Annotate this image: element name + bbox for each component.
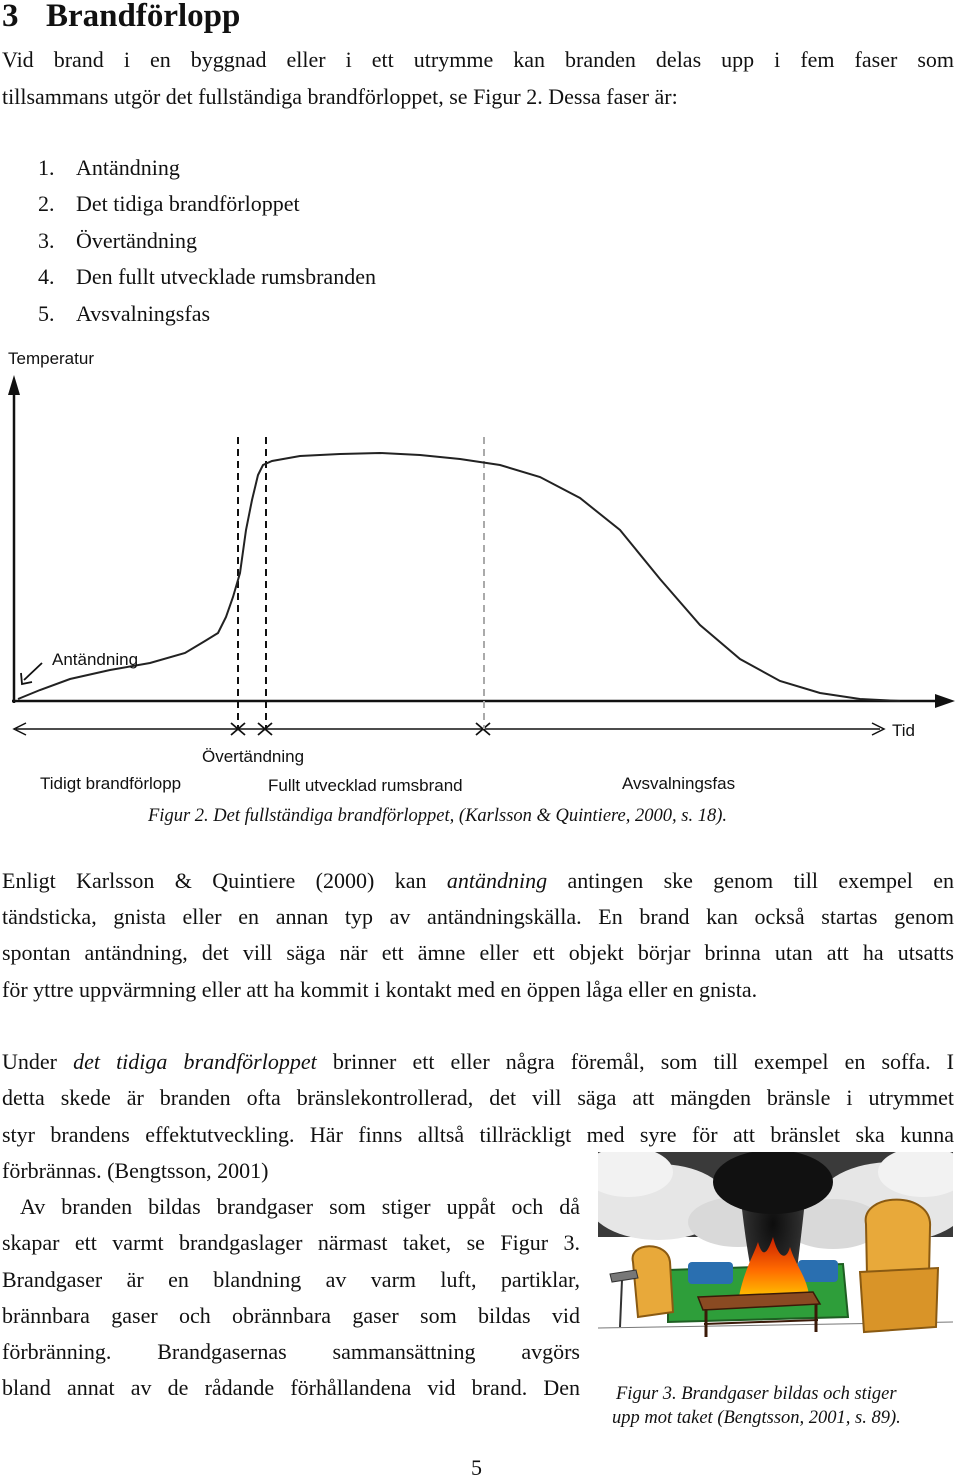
left-armchair [633, 1246, 673, 1317]
para3-line-3: Brandgaser är en blandning av varm luft, partiklar, [2, 1267, 580, 1292]
figure-2-caption: Figur 2. Det fullständiga brandförloppet, (Karlsson & Quintiere, 2000, s. 18). [148, 806, 727, 826]
para1-line-3: spontan antändning, det vill säga när ett ämne eller ett objekt börjar brinna utan att ha utsatts [2, 940, 954, 965]
temperature-curve [18, 453, 900, 701]
ignition-label: Antändning [52, 650, 139, 669]
para1-line-1: Enligt Karlsson & Quintiere (2000) kan antändning antingen ske genom till exempel en [2, 868, 954, 893]
para2-line-4: förbrännas. (Bengtsson, 2001) [2, 1158, 269, 1183]
para3-line-5: förbränning. Brandgasernas sammansättning avgörs [2, 1339, 580, 1364]
figure-3-caption-line-1: Figur 3. Brandgaser bildas och stiger [616, 1384, 897, 1404]
para2-line-3: styr brandens effektutveckling. Här finns alltså tillräckligt med syre för att bränslet ska kunna [2, 1122, 954, 1147]
list-item: 1. Antändning [38, 155, 180, 180]
section-heading [2, 0, 240, 38]
cooling-phase-label: Avsvalningsfas [622, 774, 736, 793]
fire-curve-figure [0, 335, 960, 800]
intro-line-2: tillsammans utgör det fullständiga brandförloppet, se Figur 2. Dessa faser är: [2, 84, 678, 109]
para2-line-2: detta skede är branden ofta bränslekontrollerad, det vill säga att mängden bränsle i utrymmet [2, 1085, 954, 1110]
room-fire-illustration [598, 1152, 953, 1380]
flashover-label: Övertändning [202, 747, 305, 766]
list-item: 3. Övertändning [38, 227, 197, 253]
ignition-pointer [24, 663, 42, 680]
y-axis-arrow [8, 375, 20, 395]
para3-line-2: skapar ett varmt brandgaslager närmast taket, se Figur 3. [2, 1230, 580, 1255]
early-phase-label: Tidigt brandförlopp [40, 774, 182, 793]
para1-line-2: tändsticka, gnista eller en annan typ av antändningskälla. En brand kan också startas genom [2, 904, 954, 929]
y-axis-label: Temperatur [8, 349, 94, 368]
para3-line-6: bland annat av de rådande förhållandena vid brand. Den [2, 1375, 580, 1400]
developed-phase-label: Fullt utvecklad rumsbrand [268, 776, 463, 795]
para2-line-1: Under det tidiga brandförloppet brinner ett eller några föremål, som till exempel en soffa. I [2, 1049, 954, 1074]
para1-line-4: för yttre uppvärmning eller att ha kommit i kontakt med en öppen låga eller en gnista. [2, 977, 758, 1002]
list-item: 5. Avsvalningsfas [38, 300, 211, 326]
list-item: 4. Den fullt utvecklade rumsbranden [38, 264, 376, 290]
intro-line-1: Vid brand i en byggnad eller i ett utrymme kan branden delas upp i fem faser som [2, 47, 954, 72]
list-item: 2. Det tidiga brandförloppet [38, 191, 300, 217]
para3-line-1: Av branden bildas brandgaser som stiger uppåt och då [20, 1194, 580, 1219]
x-axis-arrow [935, 694, 955, 708]
figure-3-caption-line-2: upp mot taket (Bengtsson, 2001, s. 89). [612, 1408, 901, 1428]
section-title: Brandförlopp [46, 0, 241, 34]
section-number: 3 [2, 0, 19, 34]
page-number: 5 [471, 1455, 482, 1480]
para3-line-4: brännbara gaser och obrännbara gaser som bildas vid [2, 1303, 580, 1328]
phase-list [38, 150, 376, 332]
x-axis-label: Tid [892, 721, 915, 740]
